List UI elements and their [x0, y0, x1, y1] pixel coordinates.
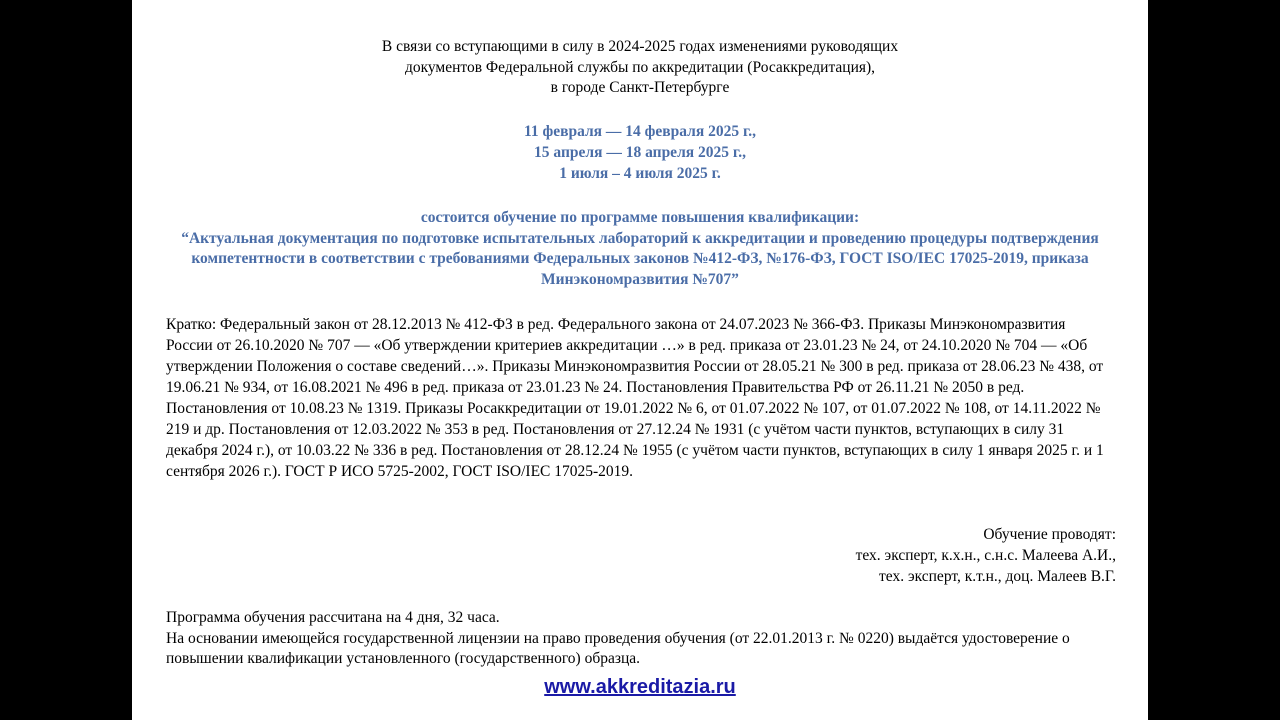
- date-range-1: 11 февраля — 14 февраля 2025 г.,: [523, 123, 757, 140]
- intro-text: [132, 37, 1148, 99]
- training-dates: [132, 121, 1148, 184]
- footer-text: [166, 608, 1114, 670]
- trainer-1: тех. эксперт, к.х.н., с.н.с. Малеева А.И.,: [855, 547, 1116, 564]
- program-duration: Программа обучения рассчитана на 4 дня, 32 часа.: [166, 609, 500, 626]
- date-range-2: 15 апреля — 18 апреля 2025 г.,: [534, 144, 746, 161]
- program-title: “Актуальная документация по подготовке испытательных лабораторий к аккредитации и проведению процедуры подтверждения компетентности в соответствии с требованиями Федеральных законов №412-ФЗ, №176-ФЗ, ГОСТ ISO/IEC 17025-2019, приказа Минэкономразвития №707”: [181, 229, 1099, 288]
- program-block: [162, 208, 1118, 290]
- intro-line-2: документов Федеральной службы по аккредитации (Росаккредитация),: [404, 58, 876, 76]
- regulations-summary: Кратко: Федеральный закон от 28.12.2013 № 412-ФЗ в ред. Федерального закона от 24.07.2023 № 366-ФЗ. Приказы Минэкономразвития России от 26.10.2020 № 707 — «Об утверждении критериев аккредитации …» в ред. приказа от 23.01.23 № 24, от 24.10.2020 № 704 — «Об утверждении Положения о составе сведений…». Приказы Минэкономразвития России от 28.05.21 № 300 в ред. приказа от 28.06.23 № 438, от 19.06.21 № 934, от 16.08.2021 № 496 в ред. приказа от 23.01.23 № 24. Постановления Правительства РФ от 26.11.21 № 2050 в ред. Постановления от 10.08.23 № 1319. Приказы Росаккредитации от 19.01.2022 № 6, от 01.07.2022 № 107, от 01.07.2022 № 108, от 14.11.2022 № 219 и др. Постановления от 12.03.2022 № 353 в ред. Постановления от 27.12.24 № 1931 (с учётом части пунктов, вступающих в силу 31 декабря 2024 г.), от 10.03.22 № 336 в ред. Постановления от 28.12.24 № 1955 (с учётом части пунктов, вступающих в силу 1 января 2025 г. и 1 сентября 2026 г.). ГОСТ Р ИСО 5725-2002, ГОСТ ISO/IEC 17025-2019.: [166, 316, 1104, 480]
- program-heading: состоится обучение по программе повышения квалификации:: [420, 209, 860, 226]
- website-block: [132, 674, 1148, 700]
- trainers-heading: Обучение проводят:: [983, 526, 1116, 543]
- website-link[interactable]: www.akkreditazia.ru: [544, 676, 736, 698]
- trainers-block: [856, 524, 1116, 587]
- date-range-3: 1 июля – 4 июля 2025 г.: [559, 165, 721, 182]
- license-note: На основании имеющейся государственной лицензии на право проведения обучения (от 22.01.2013 г. № 0220) выдаётся удостоверение о повышении квалификации установленного (государственного) образца.: [166, 629, 1070, 667]
- document-page: [132, 0, 1148, 720]
- intro-line-3: в городе Санкт-Петербурге: [550, 79, 730, 96]
- trainer-2: тех. эксперт, к.т.н., доц. Малеев В.Г.: [879, 568, 1116, 585]
- intro-line-1: В связи со вступающими в силу в 2024-2025 годах изменениями руководящих: [381, 38, 899, 55]
